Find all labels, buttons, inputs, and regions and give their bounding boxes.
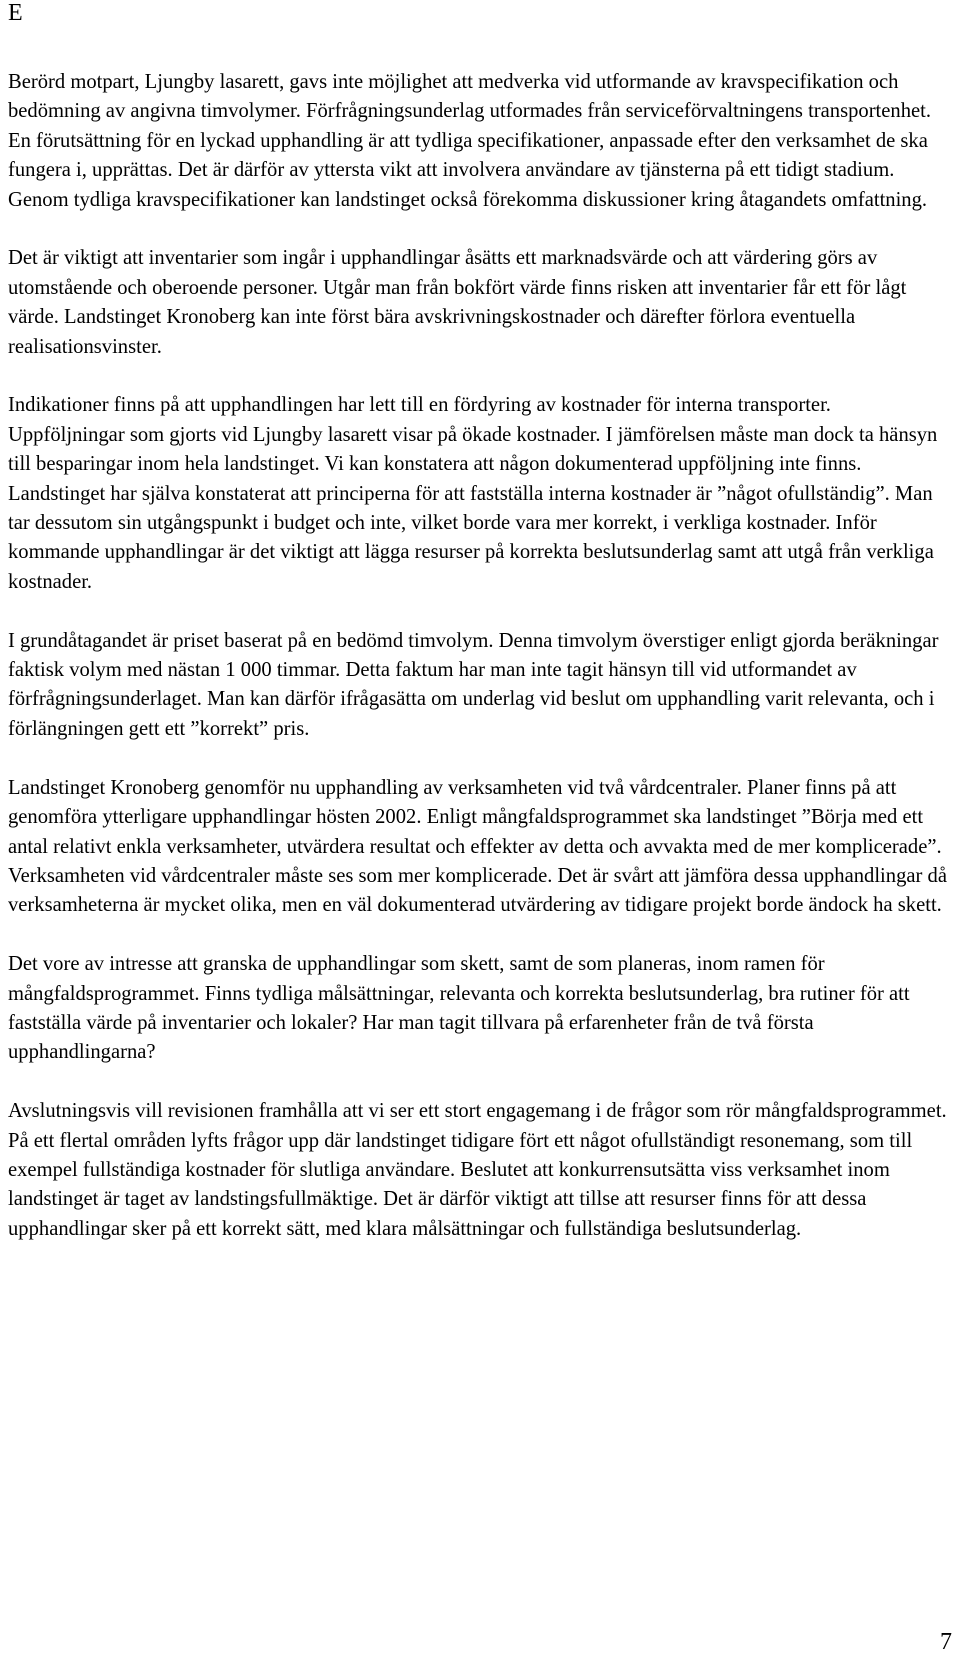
paragraph: Det vore av intresse att granska de upphandlingar som skett, samt de som planeras, inom ramen för mångfaldsprogrammet. Finns tydliga målsättningar, relevanta och korrekta beslutsunderlag, bra rutiner för att fastställa värde på inventarier och lokaler? Har man tagit tillvara på erfarenheter från de två första upphandlingarna? xyxy=(8,953,910,1064)
paragraph: Indikationer finns på att upphandlingen har lett till en fördyring av kostnader för interna transporter. Uppföljningar som gjorts vid Ljungby lasarett visar på ökade kostnader. I jämförelsen måste man dock ta hänsyn till besparingar inom hela landstinget. Vi kan konstatera att någon dokumenterad uppföljning inte finns. Landstinget har själva konstaterat att principerna för att fastställa interna kostnader är ”något ofullständig”. Man tar dessutom sin utgångspunkt i budget och inte, vilket borde vara mer korrekt, i verkliga kostnader. Inför kommande upphandlingar är det viktigt att lägga resurser på korrekta beslutsunderlag samt att utgå från verkliga kostnader. xyxy=(8,394,938,593)
paragraph: Berörd motpart, Ljungby lasarett, gavs inte möjlighet att medverka vid utformande av kravspecifikation och bedömning av angivna timvolymer. Förfrågningsunderlag utformades från serviceförvaltningens transportenhet. En förutsättning för en lyckad upphandling är att tydliga specifikationer, anpassade efter den verksamhet de ska fungera i, upprättas. Det är därför av yttersta vikt att involvera användare av tjänsterna på ett tidigt stadium. Genom tydliga kravspecifikationer kan landstinget också förekomma diskussioner kring åtagandets omfattning. xyxy=(8,71,932,211)
page-number: 7 xyxy=(940,1629,952,1655)
paragraph: I grundåtagandet är priset baserat på en bedömd timvolym. Denna timvolym överstiger enligt gjorda beräkningar faktisk volym med nästan 1 000 timmar. Detta faktum har man inte tagit hänsyn till vid utformandet av förfrågningsunderlaget. Man kan därför ifrågasätta om underlag vid beslut om upphandling varit relevanta, och i förlängningen gett ett ”korrekt” pris. xyxy=(8,629,939,740)
paragraph: Det är viktigt att inventarier som ingår i upphandlingar åsätts ett marknadsvärde och att värdering görs av utomstående och oberoende personer. Utgår man från bokfört värde finns risken att inventarier får ett för lågt värde. Landstinget Kronoberg kan inte först bära avskrivningskostnader och därefter förlora eventuella realisationsvinster. xyxy=(8,247,907,358)
section-letter: E xyxy=(8,0,23,26)
paragraph: Avslutningsvis vill revisionen framhålla att vi ser ett stort engagemang i de frågor som rör mångfaldsprogrammet. På ett flertal områden lyfts frågor upp där landstinget tidigare fört ett något ofullständigt resonemang, som till exempel fullständiga kostnader för slutliga användare. Beslutet att konkurrensutsätta viss verksamhet inom landstinget är taget av landstingsfullmäktige. Det är därför viktigt att tillse att resurser finns för att dessa upphandlingar sker på ett korrekt sätt, med klara målsättningar och fullständiga beslutsunderlag. xyxy=(8,1100,947,1240)
document-body xyxy=(8,68,948,1274)
paragraph: Landstinget Kronoberg genomför nu upphandling av verksamheten vid två vårdcentraler. Planer finns på att genomföra ytterligare upphandlingar hösten 2002. Enligt mångfaldsprogrammet ska landstinget ”Börja med ett antal relativt enkla verksamheter, utvärdera resultat och effekter av detta och avvakta med de mer komplicerade”. Verksamheten vid vårdcentraler måste ses som mer komplicerade. Det är svårt att jämföra dessa upphandlingar då verksamheterna är mycket olika, men en väl dokumenterad utvärdering av tidigare projekt borde ändock ha skett. xyxy=(8,776,947,917)
